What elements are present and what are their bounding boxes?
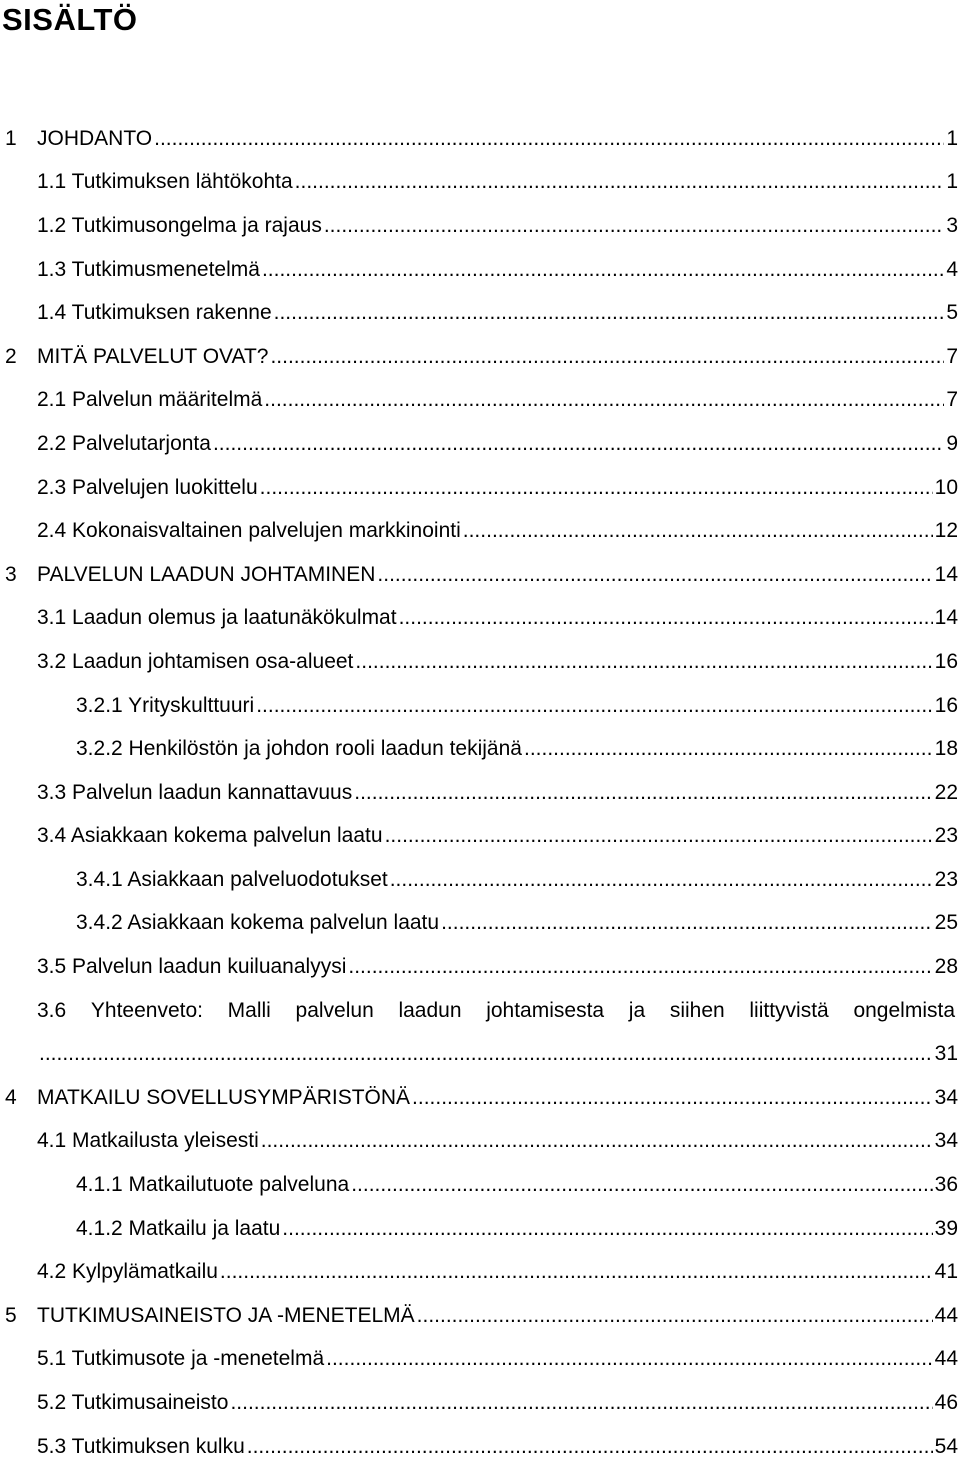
page-title: SISÄLTÖ bbox=[2, 2, 138, 37]
toc-entry-3-2-2[interactable] bbox=[0, 727, 958, 771]
dot-leader bbox=[355, 650, 932, 674]
toc-entry-3[interactable] bbox=[0, 553, 958, 597]
dot-leader bbox=[390, 868, 933, 892]
toc-label: 2.3 Palvelujen luokittelu bbox=[37, 475, 258, 499]
dot-leader bbox=[385, 824, 933, 848]
toc-page-number: 9 bbox=[946, 431, 958, 455]
dot-leader bbox=[270, 345, 944, 369]
toc-word: ja bbox=[628, 998, 646, 1022]
toc-page-number: 34 bbox=[934, 1085, 958, 1109]
toc-page-number: 23 bbox=[934, 867, 958, 891]
toc-entry-4-2[interactable] bbox=[0, 1250, 958, 1294]
dot-leader bbox=[354, 781, 932, 805]
dot-leader bbox=[282, 1217, 932, 1241]
toc-label: 2.2 Palvelutarjonta bbox=[37, 431, 211, 455]
toc-page-number: 25 bbox=[934, 911, 958, 935]
toc-page-number: 34 bbox=[934, 1129, 958, 1153]
chapter-number: 3 bbox=[5, 562, 17, 586]
toc-entry-5[interactable] bbox=[0, 1294, 958, 1338]
toc-entry-3-3[interactable] bbox=[0, 771, 958, 815]
dot-leader bbox=[262, 258, 944, 282]
dot-leader bbox=[264, 388, 944, 412]
toc-entry-2-2[interactable] bbox=[0, 422, 958, 466]
toc-label: JOHDANTO bbox=[37, 126, 153, 150]
dot-leader bbox=[256, 694, 932, 718]
chapter-number: 1 bbox=[5, 126, 17, 150]
toc-page-number: 14 bbox=[934, 562, 958, 586]
toc-page-number: 7 bbox=[946, 388, 958, 412]
toc-label: 1.3 Tutkimusmenetelmä bbox=[37, 257, 260, 281]
toc-label: 4.1 Matkailusta yleisesti bbox=[37, 1129, 259, 1153]
toc-label: MATKAILU SOVELLUSYMPÄRISTÖNÄ bbox=[37, 1085, 411, 1109]
dot-leader bbox=[39, 1042, 933, 1066]
toc-label: 3.3 Palvelun laadun kannattavuus bbox=[37, 780, 353, 804]
toc-word: ongelmista bbox=[853, 998, 955, 1022]
toc-label: 4.1.1 Matkailutuote palveluna bbox=[76, 1173, 350, 1197]
dot-leader bbox=[324, 214, 945, 238]
toc-entry-3-6[interactable] bbox=[0, 989, 958, 1033]
dot-leader bbox=[441, 911, 933, 935]
toc-page-number: 12 bbox=[934, 519, 958, 543]
toc-page-number: 46 bbox=[934, 1391, 958, 1415]
dot-leader bbox=[274, 301, 945, 325]
dot-leader bbox=[326, 1347, 933, 1371]
toc-label: 3.2.1 Yrityskulttuuri bbox=[76, 693, 255, 717]
dot-leader bbox=[463, 519, 933, 543]
chapter-number: 4 bbox=[5, 1085, 17, 1109]
toc-entry-2[interactable] bbox=[0, 335, 958, 379]
toc-entry-4-1-2[interactable] bbox=[0, 1207, 958, 1251]
dot-leader bbox=[230, 1391, 932, 1415]
toc-entry-1-4[interactable] bbox=[0, 291, 958, 335]
toc-word: 3.6 bbox=[37, 998, 67, 1022]
toc-entry-2-3[interactable] bbox=[0, 466, 958, 510]
chapter-number: 5 bbox=[5, 1303, 17, 1327]
toc-page-number: 23 bbox=[934, 824, 958, 848]
dot-leader bbox=[399, 606, 933, 630]
toc-label: 2.4 Kokonaisvaltainen palvelujen markkinointi bbox=[37, 519, 461, 543]
toc-entry-5-2[interactable] bbox=[0, 1381, 958, 1425]
toc-page-number: 36 bbox=[934, 1173, 958, 1197]
toc-label: 4.2 Kylpylämatkailu bbox=[37, 1260, 218, 1284]
dot-leader bbox=[213, 432, 944, 456]
toc-entry-1-1[interactable] bbox=[0, 161, 958, 205]
toc-entry-3-5[interactable] bbox=[0, 945, 958, 989]
toc-word: Yhteenveto: bbox=[90, 998, 203, 1022]
toc-page-number: 44 bbox=[934, 1347, 958, 1371]
chapter-number: 2 bbox=[5, 344, 17, 368]
dot-leader bbox=[412, 1086, 933, 1110]
toc-label: 4.1.2 Matkailu ja laatu bbox=[76, 1216, 281, 1240]
toc-page-number: 14 bbox=[934, 606, 958, 630]
toc-page-number: 16 bbox=[934, 649, 958, 673]
toc-entry-1-3[interactable] bbox=[0, 248, 958, 292]
toc-page-number: 3 bbox=[946, 213, 958, 237]
toc-word: siihen bbox=[669, 998, 725, 1022]
toc-page-number: 18 bbox=[934, 737, 958, 761]
dot-leader bbox=[261, 1129, 933, 1153]
toc-label: 3.4 Asiakkaan kokema palvelun laatu bbox=[37, 824, 383, 848]
dot-leader bbox=[348, 955, 932, 979]
toc-entry-5-1[interactable] bbox=[0, 1338, 958, 1382]
toc-label: 5.2 Tutkimusaineisto bbox=[37, 1391, 229, 1415]
toc-page-number: 1 bbox=[946, 126, 958, 150]
toc-word: Malli bbox=[227, 998, 271, 1022]
toc-page-number: 31 bbox=[934, 1042, 958, 1066]
dot-leader bbox=[524, 737, 933, 761]
toc-label: MITÄ PALVELUT OVAT? bbox=[37, 344, 269, 368]
toc-page-number: 4 bbox=[946, 257, 958, 281]
toc-entry-3-2[interactable] bbox=[0, 640, 958, 684]
toc-label: 3.4.2 Asiakkaan kokema palvelun laatu bbox=[76, 911, 440, 935]
toc-word: johtamisesta bbox=[486, 998, 605, 1022]
dot-leader bbox=[377, 563, 932, 587]
dot-leader bbox=[295, 170, 945, 194]
toc-label: 3.1 Laadun olemus ja laatunäkökulmat bbox=[37, 606, 397, 630]
toc-word: laadun bbox=[398, 998, 462, 1022]
toc-page-number: 28 bbox=[934, 955, 958, 979]
toc-entry-3-1[interactable] bbox=[0, 597, 958, 641]
dot-leader bbox=[220, 1260, 933, 1284]
toc-page-number: 44 bbox=[934, 1303, 958, 1327]
toc-label: 3.2 Laadun johtamisen osa-alueet bbox=[37, 649, 354, 673]
toc-label: 1.2 Tutkimusongelma ja rajaus bbox=[37, 213, 322, 237]
toc-label-justified bbox=[37, 999, 955, 1023]
toc-label: 1.4 Tutkimuksen rakenne bbox=[37, 301, 272, 325]
toc-entry-3-2-1[interactable] bbox=[0, 684, 958, 728]
toc-label: TUTKIMUSAINEISTO JA -MENETELMÄ bbox=[37, 1303, 415, 1327]
toc-label: 3.5 Palvelun laadun kuiluanalyysi bbox=[37, 955, 347, 979]
dot-leader bbox=[417, 1304, 933, 1328]
toc-label: 2.1 Palvelun määritelmä bbox=[37, 388, 263, 412]
toc-label: 3.4.1 Asiakkaan palveluodotukset bbox=[76, 867, 388, 891]
toc-page-number: 16 bbox=[934, 693, 958, 717]
toc-label: 5.3 Tutkimuksen kulku bbox=[37, 1434, 245, 1458]
toc-page-number: 1 bbox=[946, 170, 958, 194]
dot-leader bbox=[154, 127, 944, 151]
toc-page-number: 54 bbox=[934, 1434, 958, 1458]
toc-label: 3.2.2 Henkilöstön ja johdon rooli laadun tekijänä bbox=[76, 737, 522, 761]
dot-leader bbox=[351, 1173, 932, 1197]
toc-word: palvelun bbox=[295, 998, 374, 1022]
toc-page-number: 10 bbox=[934, 475, 958, 499]
dot-leader bbox=[260, 476, 933, 500]
toc-page-number: 5 bbox=[946, 301, 958, 325]
toc-entry-4[interactable] bbox=[0, 1076, 958, 1120]
toc-entry-2-4[interactable] bbox=[0, 509, 958, 553]
toc-entry-4-1[interactable] bbox=[0, 1120, 958, 1164]
toc-label: PALVELUN LAADUN JOHTAMINEN bbox=[37, 562, 376, 586]
toc-label: 1.1 Tutkimuksen lähtökohta bbox=[37, 170, 293, 194]
toc-word: liittyvistä bbox=[749, 998, 829, 1022]
table-of-contents bbox=[0, 117, 958, 1468]
toc-label: 5.1 Tutkimusote ja -menetelmä bbox=[37, 1347, 325, 1371]
toc-entry-3-6-continued[interactable] bbox=[0, 1032, 958, 1076]
toc-page-number: 41 bbox=[934, 1260, 958, 1284]
toc-entry-4-1-1[interactable] bbox=[0, 1163, 958, 1207]
toc-entry-3-4-2[interactable] bbox=[0, 902, 958, 946]
toc-entry-3-4[interactable] bbox=[0, 815, 958, 859]
toc-entry-1-2[interactable] bbox=[0, 204, 958, 248]
toc-page-number: 7 bbox=[946, 344, 958, 368]
dot-leader bbox=[247, 1435, 933, 1459]
toc-entry-1[interactable] bbox=[0, 117, 958, 161]
toc-page-number: 22 bbox=[934, 780, 958, 804]
toc-page-number: 39 bbox=[934, 1216, 958, 1240]
toc-entry-3-4-1[interactable] bbox=[0, 858, 958, 902]
toc-entry-2-1[interactable] bbox=[0, 379, 958, 423]
